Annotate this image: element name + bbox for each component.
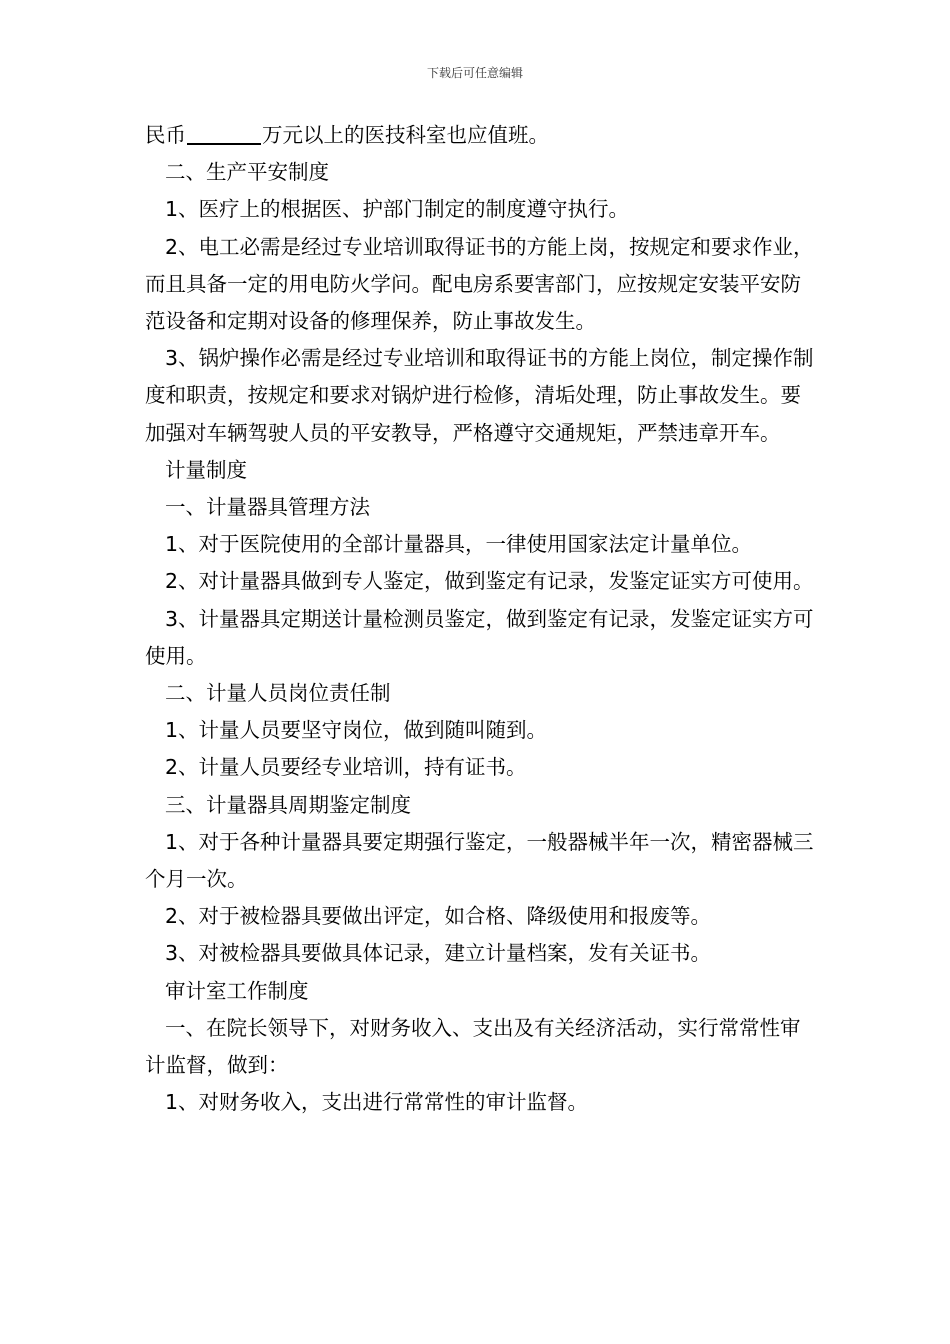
- paragraph: 2、计量人员要经专业培训，持有证书。: [165, 755, 527, 780]
- page-header: 下载后可任意编辑: [426, 66, 523, 80]
- section-heading: 一、计量器具管理方法: [165, 495, 370, 520]
- first-line-suffix: 万元以上的医技科室也应值班。: [262, 123, 549, 147]
- paragraph: 1、对于医院使用的全部计量器具，一律使用国家法定计量单位。: [165, 532, 753, 557]
- section-heading: 二、计量人员岗位责任制: [165, 681, 391, 706]
- paragraph: 1、计量人员要坚守岗位，做到随叫随到。: [165, 718, 548, 743]
- paragraph: 1、对于各种计量器具要定期强行鉴定，一般器械半年一次，精密器械三个月一次。: [145, 829, 814, 892]
- section-heading: 二、生产平安制度: [165, 160, 329, 185]
- first-line-prefix: 民币: [145, 123, 186, 147]
- fill-in-blank: [187, 121, 261, 145]
- section-title: 审计室工作制度: [165, 978, 309, 1003]
- document-body: [145, 117, 815, 1121]
- paragraph: 3、锅炉操作必需是经过专业培训和取得证书的方能上岗位，制定操作制度和职责，按规定和要求对锅炉进行检修，清垢处理，防止事故发生。要加强对车辆驾驶人员的平安教导，严格遵守交通规矩，严禁违章开车。: [145, 346, 814, 445]
- paragraph-0: [145, 117, 815, 154]
- paragraph: 1、对财务收入，支出进行常常性的审计监督。: [165, 1090, 589, 1115]
- paragraph: 2、对计量器具做到专人鉴定，做到鉴定有记录，发鉴定证实方可使用。: [165, 569, 814, 594]
- paragraph: 2、电工必需是经过专业培训取得证书的方能上岗，按规定和要求作业，而且具备一定的用电防火学问。配电房系要害部门，应按规定安装平安防范设备和定期对设备的修理保养，防止事故发生。: [145, 234, 814, 334]
- section-title: 计量制度: [165, 457, 247, 482]
- section-heading: 三、计量器具周期鉴定制度: [165, 792, 411, 817]
- paragraph: 1、医疗上的根据医、护部门制定的制度遵守执行。: [165, 197, 630, 222]
- paragraph: 2、对于被检器具要做出评定，如合格、降级使用和报废等。: [165, 904, 712, 929]
- paragraph: 一、在院长领导下，对财务收入、支出及有关经济活动，实行常常性审计监督，做到：: [145, 1015, 801, 1078]
- paragraph: 3、对被检器具要做具体记录，建立计量档案，发有关证书。: [165, 941, 712, 966]
- paragraph: 3、计量器具定期送计量检测员鉴定，做到鉴定有记录，发鉴定证实方可使用。: [145, 606, 814, 668]
